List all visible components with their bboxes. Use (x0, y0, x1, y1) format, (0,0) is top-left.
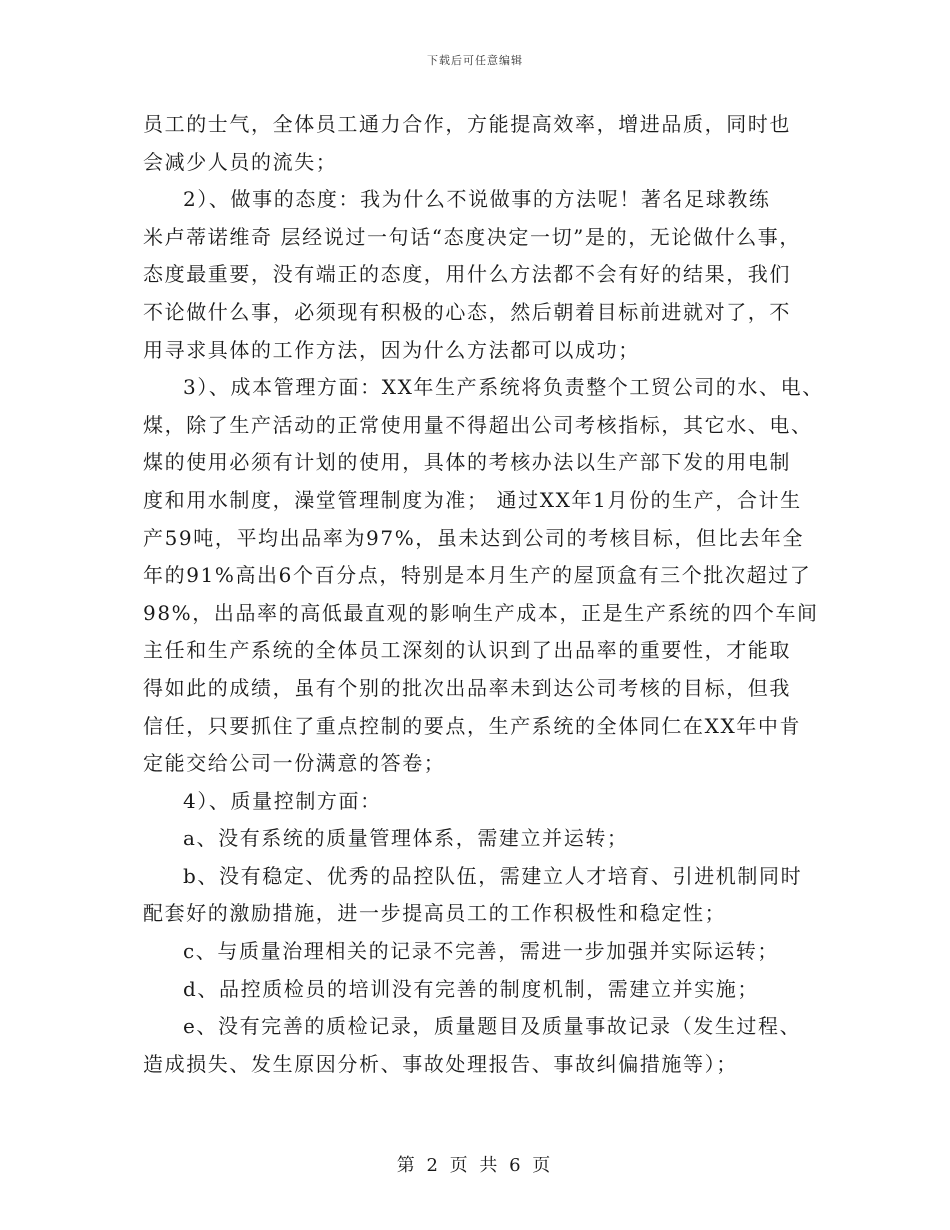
text-line: 会减少人员的流失； (143, 149, 338, 174)
text-line: 煤，除了生产活动的正常使用量不得超出公司考核指标，其它水、电、 (143, 412, 813, 437)
text-line: 98%，出品率的高低最直观的影响生产成本，正是生产系统的四个车间 (143, 600, 819, 625)
list-item-line: e、没有完善的质检记录，质量题目及质量事故记录（发生过程、 (183, 1014, 802, 1039)
text-line: 度和用水制度，澡堂管理制度为准； 通过XX年1月份的生产，合计生 (143, 487, 802, 512)
list-item-line: d、品控质检员的培训没有完善的制度机制，需建立并实施； (183, 976, 760, 1001)
text-line: 信任，只要抓住了重点控制的要点，生产系统的全体同仁在XX年中肯 (143, 713, 802, 738)
list-item-line: b、没有稳定、优秀的品控队伍，需建立人才培育、引进机制同时 (183, 863, 803, 888)
text-line: 米卢蒂诺维奇 层经说过一句话“态度决定一切”是的，无论做什么事， (143, 224, 802, 249)
list-item-line: a、没有系统的质量管理体系，需建立并运转； (183, 826, 629, 851)
text-line: 主任和生产系统的全体员工深刻的认识到了出品率的重要性，才能取 (143, 638, 791, 663)
text-line: 年的91%高出6个百分点，特别是本月生产的屋顶盒有三个批次超过了 (143, 563, 812, 588)
paragraph-start-line: 2）、做事的态度：我为什么不说做事的方法呢！著名足球教练 (183, 187, 771, 212)
paragraph-start-line: 3）、成本管理方面：XX年生产系统将负责整个工贸公司的水、电、 (183, 375, 824, 400)
text-line: 态度最重要，没有端正的态度，用什么方法都不会有好的结果，我们 (143, 262, 791, 287)
page-header: 下载后可任意编辑 (427, 54, 523, 67)
list-item-line: c、与质量治理相关的记录不完善，需进一步加强并实际运转； (183, 939, 780, 964)
paragraph-start-line: 4）、质量控制方面： (183, 788, 382, 813)
text-line: 定能交给公司一份满意的答卷； (143, 751, 446, 776)
text-line: 造成损失、发生原因分析、事故处理报告、事故纠偏措施等）； (143, 1051, 738, 1076)
text-line: 员工的士气，全体员工通力合作，方能提高效率，增进品质，同时也 (143, 112, 791, 136)
text-line: 煤的使用必须有计划的使用，具体的考核办法以生产部下发的用电制 (143, 450, 791, 475)
text-line: 产59吨，平均出品率为97%，虽未达到公司的考核目标，但比去年全 (143, 525, 805, 550)
text-line: 配套好的激励措施，进一步提高员工的工作积极性和稳定性； (143, 901, 727, 926)
document-body (143, 106, 823, 1083)
text-line: 不论做什么事，必须现有积极的心态，然后朝着目标前进就对了，不 (143, 299, 791, 324)
text-line: 得如此的成绩，虽有个别的批次出品率未到达公司考核的目标，但我 (143, 675, 791, 700)
page-number-footer: 第 2 页 共 6 页 (396, 1155, 554, 1176)
text-line: 用寻求具体的工作方法，因为什么方法都可以成功； (143, 337, 640, 362)
